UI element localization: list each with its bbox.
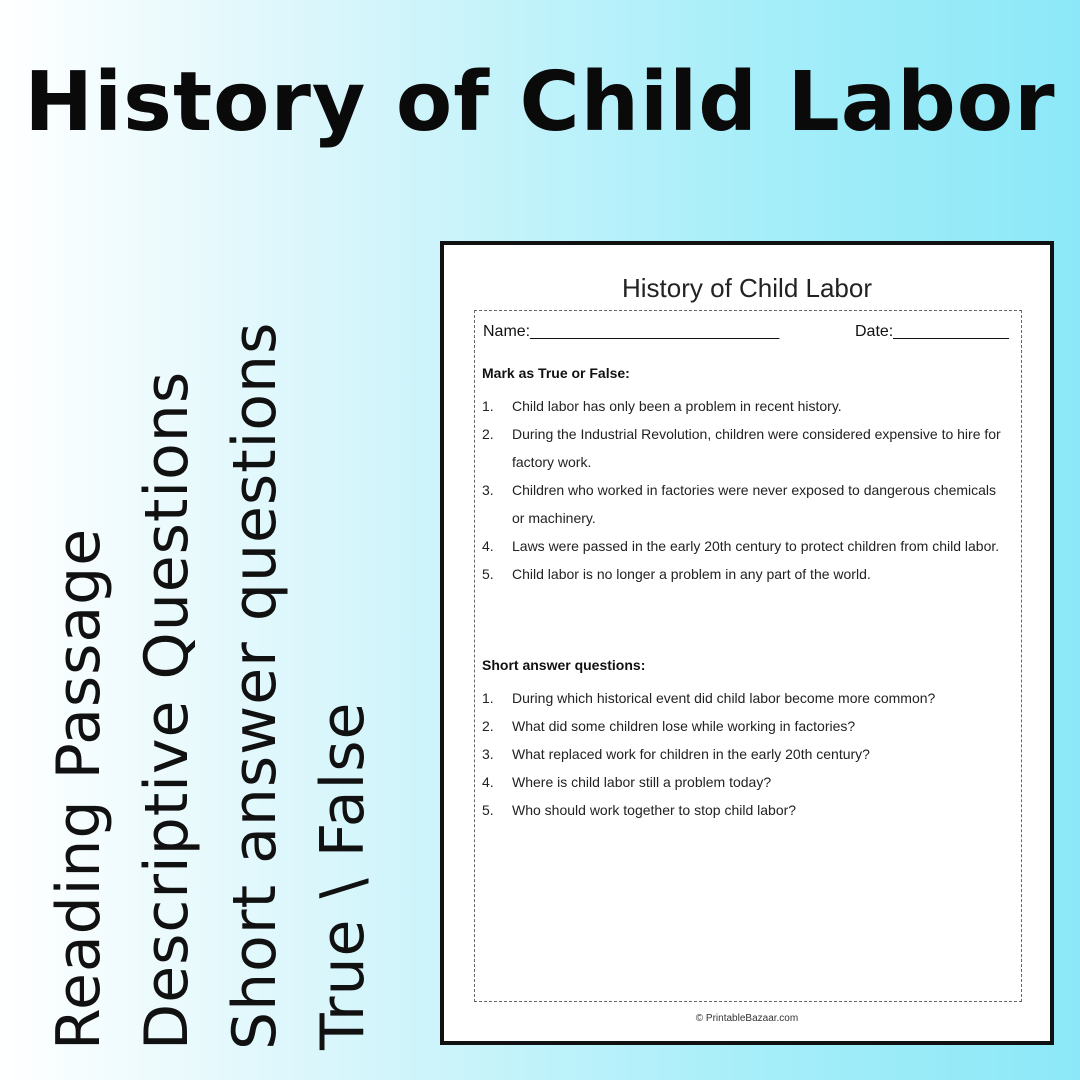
item-text: What did some children lose while working in factories? [512, 718, 856, 734]
list-item [482, 768, 1002, 796]
item-text: Child labor is no longer a problem in any part of the world. [512, 566, 871, 582]
true-false-list [482, 392, 1002, 588]
item-number: 2. [482, 426, 494, 442]
list-item [482, 712, 1002, 740]
item-text: Children who worked in factories were never exposed to dangerous chemicals or machinery. [512, 482, 997, 526]
list-item [482, 740, 1002, 768]
list-item [482, 560, 1002, 588]
list-item [482, 392, 1002, 420]
true-false-heading: Mark as True or False: [482, 365, 630, 381]
vertical-label-descriptive-questions: Descriptive Questions [132, 370, 202, 1050]
vertical-label-short-answer: Short answer questions [220, 321, 290, 1050]
item-text: Laws were passed in the early 20th century to protect children from child labor. [512, 538, 1000, 554]
date-field: Date:_____________ [855, 323, 1009, 340]
item-text: During the Industrial Revolution, children were considered expensive to hire for factory work. [512, 426, 1001, 470]
vertical-label-reading-passage: Reading Passage [44, 527, 114, 1050]
short-answer-heading: Short answer questions: [482, 657, 646, 673]
item-number: 1. [482, 398, 494, 414]
item-number: 4. [482, 538, 494, 554]
item-number: 2. [482, 718, 494, 734]
worksheet-title: History of Child Labor [622, 273, 872, 303]
page-title: History of Child Labor [24, 55, 1056, 150]
list-item [482, 420, 1002, 476]
item-number: 5. [482, 566, 494, 582]
item-text: Who should work together to stop child labor? [512, 802, 797, 818]
worksheet-content-box [474, 310, 1022, 1002]
worksheet-preview [440, 241, 1054, 1045]
list-item [482, 532, 1002, 560]
item-number: 3. [482, 482, 494, 498]
item-number: 4. [482, 774, 494, 790]
short-answer-list [482, 684, 1002, 824]
list-item [482, 476, 1002, 532]
list-item [482, 796, 1002, 824]
name-field: Name:____________________________ [483, 323, 780, 340]
copyright-notice: © PrintableBazaar.com [695, 1013, 799, 1024]
item-text: Where is child labor still a problem today? [512, 774, 772, 790]
item-number: 5. [482, 802, 494, 818]
item-text: What replaced work for children in the early 20th century? [512, 746, 870, 762]
vertical-label-true-false: True \ False [308, 701, 378, 1050]
item-text: During which historical event did child labor become more common? [512, 690, 936, 706]
item-number: 3. [482, 746, 494, 762]
item-number: 1. [482, 690, 494, 706]
item-text: Child labor has only been a problem in recent history. [512, 398, 842, 414]
list-item [482, 684, 1002, 712]
